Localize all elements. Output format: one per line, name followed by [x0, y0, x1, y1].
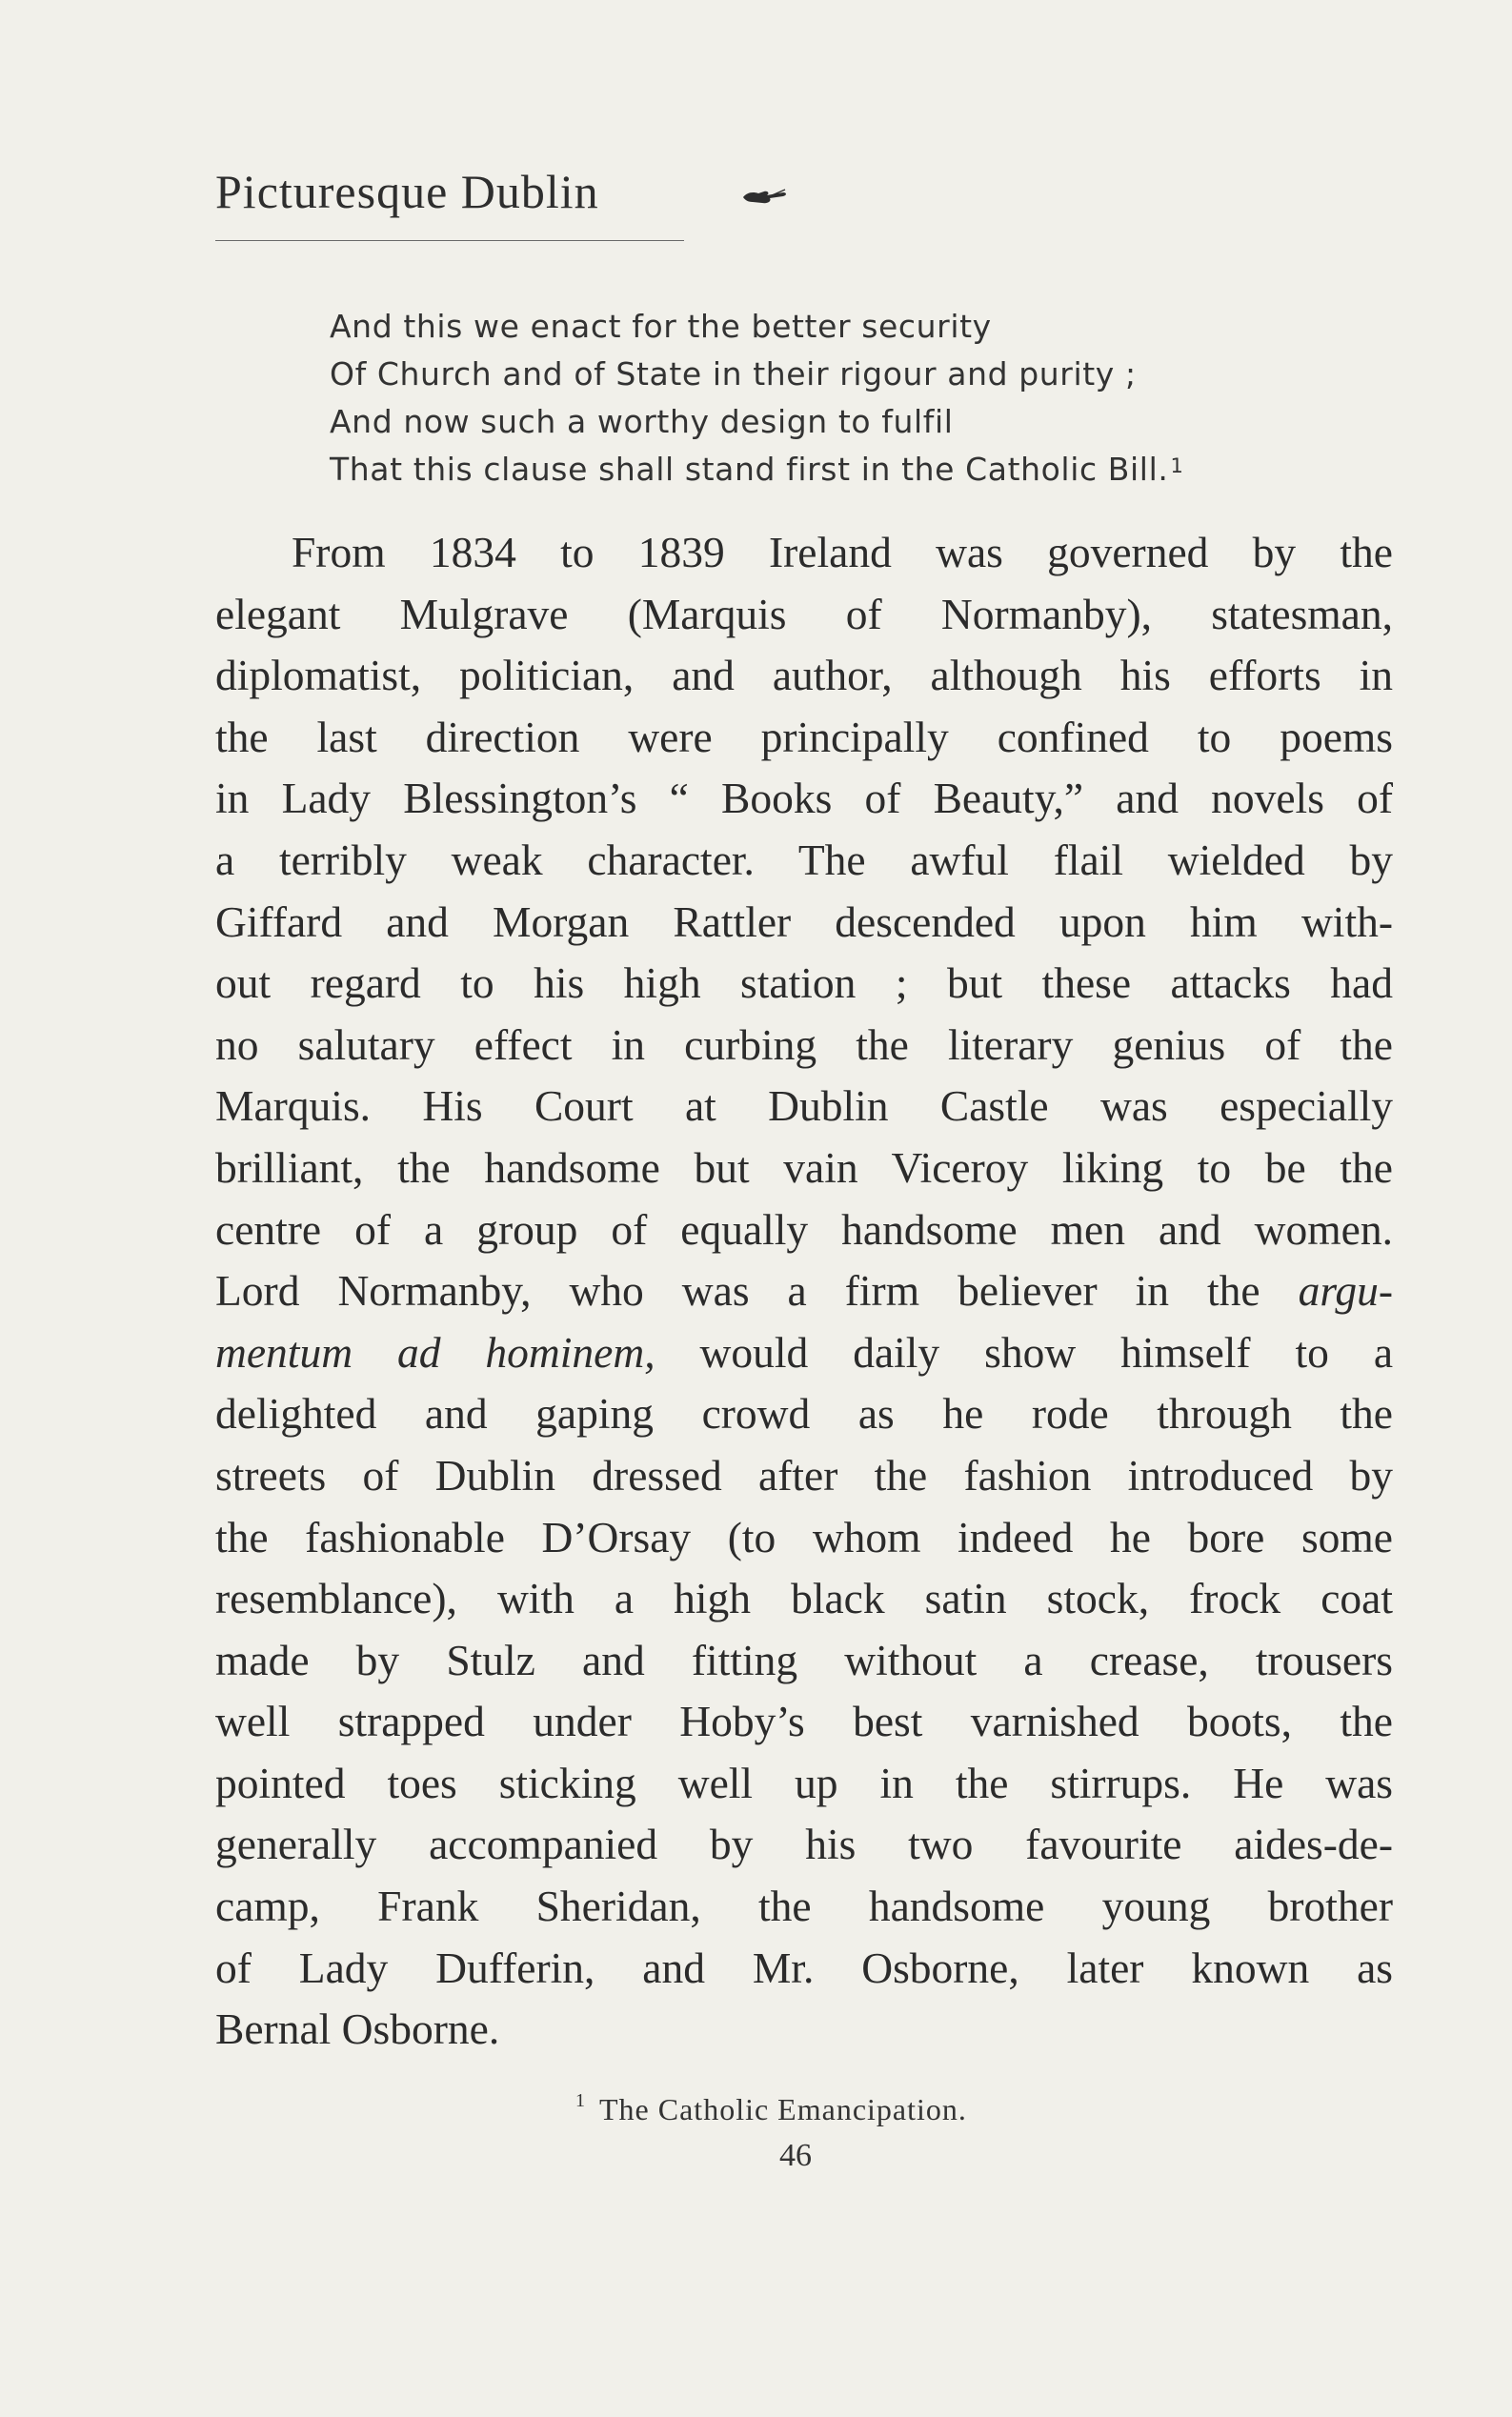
body-line: a terribly weak character. The awful flail wielded by [215, 835, 1393, 884]
latin-phrase: mentum ad hominem, [215, 1327, 655, 1377]
body-line: no salutary effect in curbing the literary genius of the [215, 1019, 1393, 1069]
body-line [215, 1322, 1393, 1384]
verse-line-text: That this clause shall stand first in the Catholic Bill. [330, 451, 1169, 488]
footnote-marker: 1 [1170, 454, 1184, 477]
body-line: streets of Dublin dressed after the fashion introduced by [215, 1450, 1393, 1500]
footnote [575, 2092, 967, 2127]
body-line: diplomatist, politician, and author, although his efforts in [215, 651, 1393, 700]
verse-quotation [330, 303, 1330, 493]
body-line: out regard to his high station ; but these attacks had [215, 958, 1393, 1008]
verse-line: And this we enact for the better security [330, 308, 992, 345]
body-line [215, 522, 1393, 584]
body-line: resemblance), with a high black satin stock, frock coat [215, 1574, 1393, 1623]
body-line: centre of a group of equally handsome men and women. [215, 1204, 1393, 1254]
body-line: well strapped under Hoby’s best varnished boots, the [215, 1697, 1393, 1746]
body-line: brilliant, the handsome but vain Viceroy liking to be the [215, 1142, 1393, 1192]
body-line: Marquis. His Court at Dublin Castle was especially [215, 1081, 1393, 1131]
body-line: Giffard and Morgan Rattler descended upon him with- [215, 896, 1393, 946]
body-line [215, 1260, 1393, 1322]
body-line: the fashionable D’Orsay (to whom indeed he bore some [215, 1512, 1393, 1561]
body-line: of Lady Dufferin, and Mr. Osborne, later known as [215, 1943, 1393, 1992]
verse-line: Of Church and of State in their rigour and purity ; [330, 355, 1137, 393]
hand-pointing-left-icon [741, 185, 789, 208]
page-number: 46 [779, 2138, 812, 2173]
verse-line: And now such a worthy design to fulfil [330, 403, 954, 440]
running-head-title: Picturesque Dublin [215, 165, 599, 218]
body-line: camp, Frank Sheridan, the handsome young brother [215, 1882, 1393, 1931]
body-paragraph [215, 522, 1393, 2061]
footnote-number: 1 [575, 2090, 586, 2111]
body-line: generally accompanied by his two favourite aides-de- [215, 1820, 1393, 1869]
body-line: in Lady Blessington’s “ Books of Beauty,” and novels of [215, 774, 1393, 823]
latin-phrase: argu- [1298, 1266, 1393, 1316]
body-line: Bernal Osborne. [215, 2004, 500, 2054]
body-line-text: From 1834 to 1839 Ireland was governed by the [292, 528, 1393, 576]
body-line-text: Lord Normanby, who was a firm believer in the [215, 1266, 1260, 1316]
body-line-text: would daily show himself to a [699, 1327, 1394, 1377]
running-head-rule [215, 240, 684, 241]
body-line: made by Stulz and fitting without a crease, trousers [215, 1635, 1393, 1684]
body-line: pointed toes sticking well up in the stirrups. He was [215, 1758, 1393, 1807]
footnote-text: The Catholic Emancipation. [599, 2092, 967, 2126]
verse-line-last [330, 446, 1330, 493]
body-line: elegant Mulgrave (Marquis of Normanby), statesman, [215, 589, 1393, 638]
body-line: delighted and gaping crowd as he rode through the [215, 1389, 1393, 1439]
body-line: the last direction were principally confined to poems [215, 712, 1393, 761]
